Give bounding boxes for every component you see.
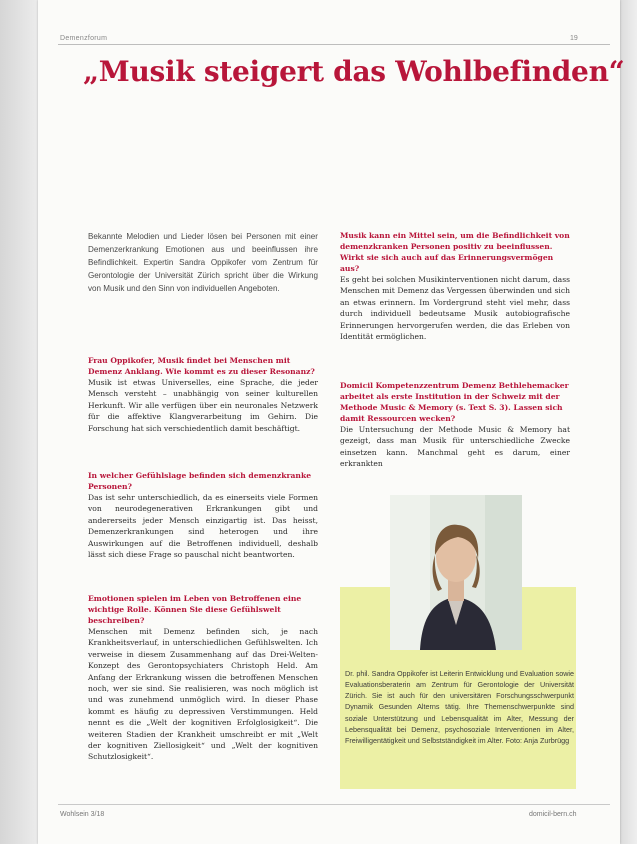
answer: Menschen mit Demenz befinden sich, je nach Krankheitsverlauf, in unterschiedlichen Gefühlswelten. Ich verweise in diesem Zusammenhang auf das Drei-Welten-Konzept des Gerontopsychiaters Christoph Held. Am Anfang der Erkrankung wissen die betroffenen Menschen noch, wer sie sind. Sie realisieren, was noch möglich ist und was zunehmend unmöglich wird. In dieser Phase kommt es häufig zu depressiven Verstimmungen. Held nennt es die „Welt der kognitiven Erfolglosigkeit“. Die weiteren Stadien der Krankheit umschreibt er mit „Welt der kognitiven Ziellosigkeit“ und „Welt der kognitiven Schutzlosigkeit“. (88, 627, 318, 762)
page-number: 19 (570, 35, 578, 42)
answer: Die Untersuchung der Methode Music & Memory hat gezeigt, dass man Musik für unterschiedliche Zwecke einsetzen kann. Manchmal geht es darum, einer erkrankten (340, 425, 570, 469)
question: In welcher Gefühlslage befinden sich demenzkranke Personen? (88, 471, 312, 491)
question: Frau Oppikofer, Musik findet bei Menschen mit Demenz Anklang. Wie kommt es zu dieser Resonanz? (88, 356, 315, 376)
interview-block-3 (88, 593, 318, 763)
answer: Das ist sehr unterschiedlich, da es einerseits viele Formen von neurodegenerativen Erkrankungen gibt und andererseits jeder Mensch einzigartig ist. Das heisst, Demenzerkrankungen sind heterogen und ihre Auswirkungen auf die Betroffenen individuell, deshalb lässt sich diese Frage so pauschal nicht beantworten. (88, 493, 318, 559)
question: Domicil Kompetenzzentrum Demenz Bethlehemacker arbeitet als erste Institution in der Schweiz mit der Methode Music & Memory (s. Text S. 3). Lassen sich damit Ressourcen wecken? (340, 381, 569, 423)
answer: Es geht bei solchen Musikinterventionen nicht darum, dass Menschen mit Demenz das Vergessen überwinden und sich an etwas erinnern. Im Vordergrund steht viel mehr, dass durch individuell bedeutsame Musik autobiografische Erinnerungen hervorgerufen werden, die das Erleben von Identität ermöglichen. (340, 275, 570, 341)
question: Emotionen spielen im Leben von Betroffenen eine wichtige Rolle. Können Sie diese Gefühlswelt beschreiben? (88, 594, 302, 625)
question: Musik kann ein Mittel sein, um die Befindlichkeit von demenzkranken Personen positiv zu beeinflussen. Wirkt sie sich auch auf das Erinnerungsvermögen aus? (340, 231, 570, 273)
interview-block-2 (88, 470, 318, 560)
page-edge-left (0, 0, 38, 844)
interview-block-4 (340, 230, 570, 342)
photo-caption: Dr. phil. Sandra Oppikofer ist Leiterin Entwicklung und Evaluation sowie Evaluationsberaterin am Zentrum für Gerontologie der Universität Zürich. Sie ist auch für den universitären Forschungsschwerpunkt Dynamik Gesunden Alterns tätig. Ihre Themenschwerpunkte sind soziale Unterstützung und Lebensqualität im Alter, Messung der Lebensqualität bei Demenz, psychosoziale Interventionen im Alter, Freiwilligentätigkeit und Selbstständigkeit im Alter. Foto: Anja Zurbrügg (345, 669, 574, 745)
page-edge-right (620, 0, 637, 844)
portrait-icon (390, 495, 522, 650)
interview-block-1 (88, 355, 318, 434)
footer-website: domicil-bern.ch (529, 811, 577, 818)
portrait-photo (390, 495, 522, 650)
section-label: Demenzforum (60, 35, 108, 42)
footer-rule (58, 804, 610, 805)
header-rule (58, 44, 610, 45)
headline: „Musik steigert das Wohlbefinden“ (83, 55, 625, 88)
footer-publication: Wohlsein 3/18 (60, 811, 105, 818)
answer: Musik ist etwas Universelles, eine Sprache, die jeder Mensch versteht – unabhängig von seiner kulturellen Herkunft. Wir alle verfügen über ein neuronales Netzwerk für die affektive Klangverarbeitung im Gehirn. Die Forschung hat sich verschiedentlich damit beschäftigt. (88, 378, 318, 433)
interview-block-5 (340, 380, 570, 470)
intro-paragraph: Bekannte Melodien und Lieder lösen bei Personen mit einer Demenzerkrankung Emotionen aus und beeinflussen ihre Befindlichkeit. Expertin Sandra Oppikofer vom Zentrum für Gerontologie der Universität Zürich spricht über die Wirkung von Musik und den Sinn von individuellen Angeboten. (88, 232, 318, 294)
